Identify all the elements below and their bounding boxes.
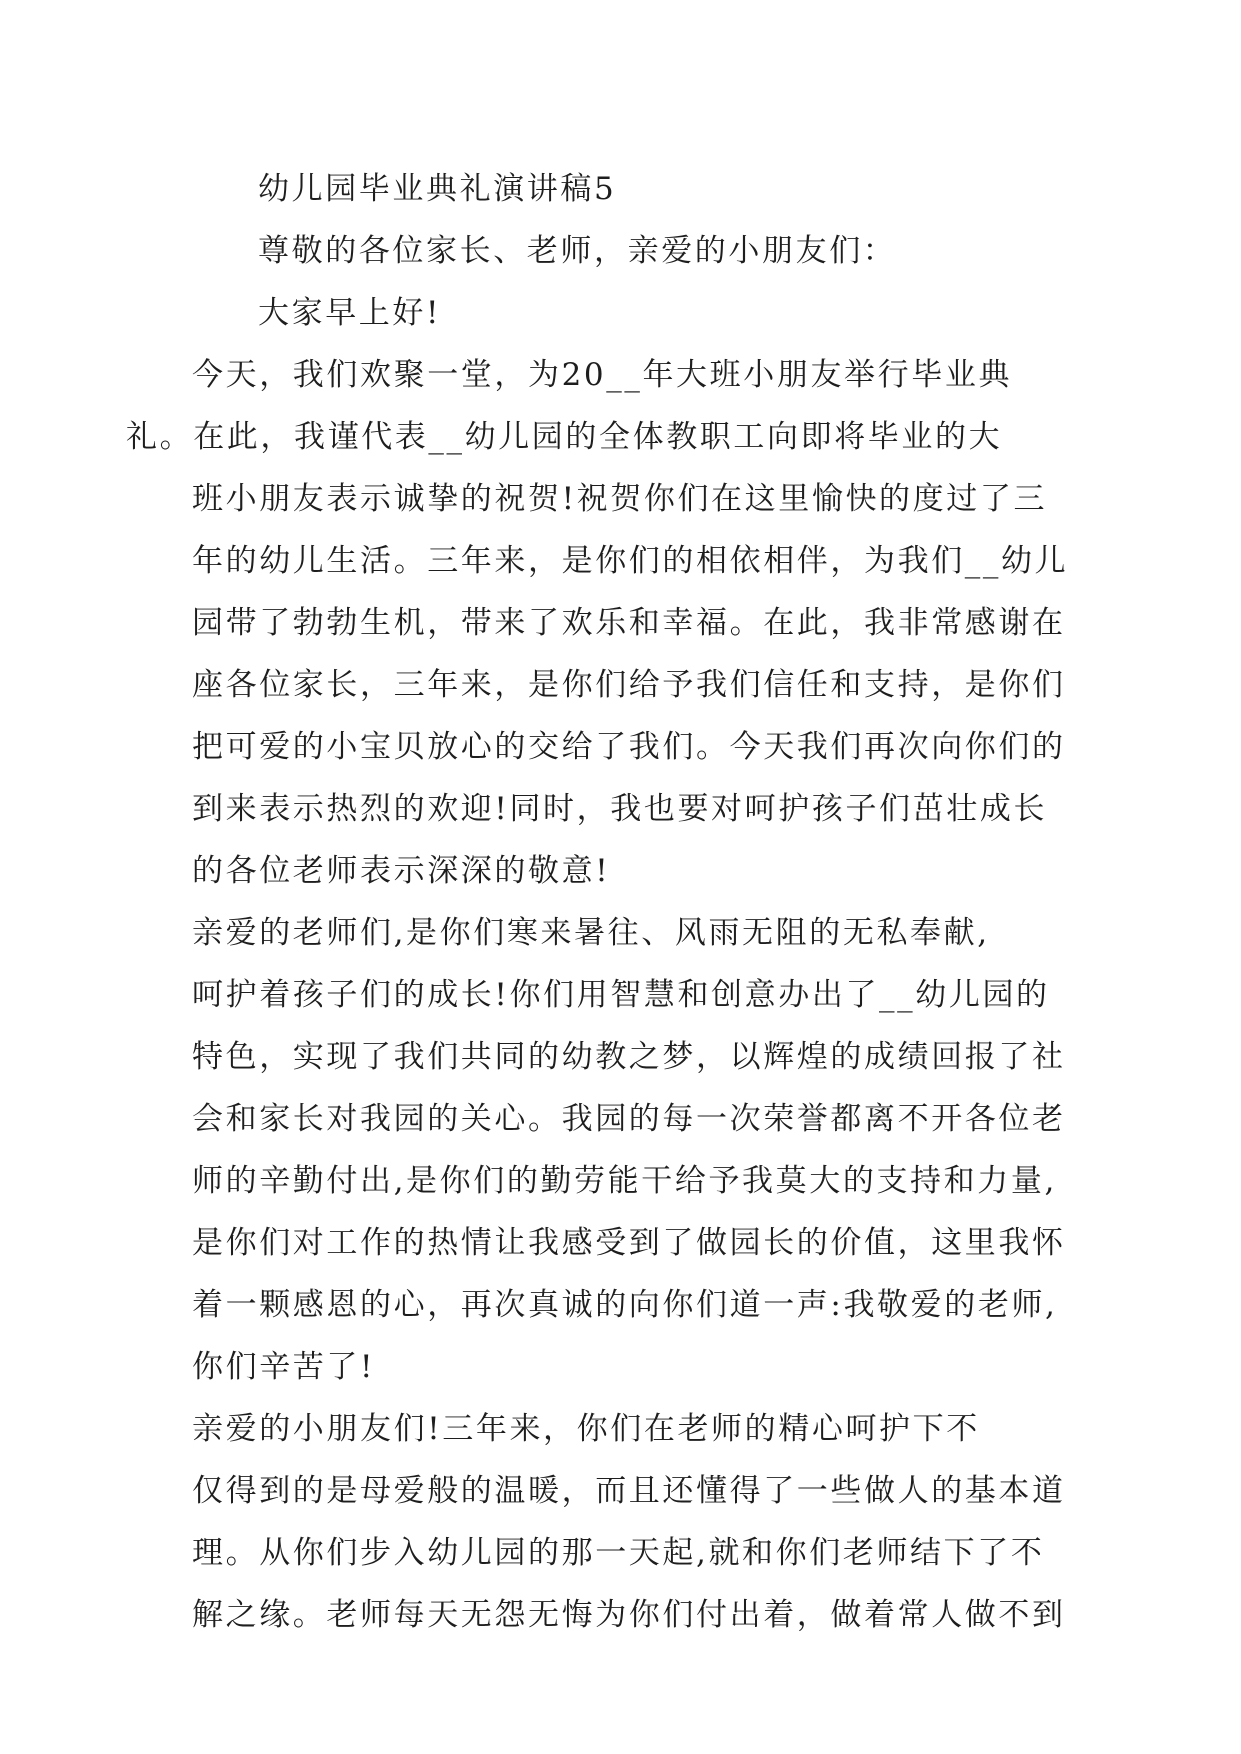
salutation: 尊敬的各位家长、老师，亲爱的小朋友们： bbox=[258, 233, 897, 269]
paragraph-line: 着一颗感恩的心，再次真诚的向你们道一声:我敬爱的老师, bbox=[192, 1287, 1058, 1323]
paragraph-line: 亲爱的老师们,是你们寒来暑往、风雨无阻的无私奉献, bbox=[192, 915, 990, 951]
paragraph-line: 的各位老师表示深深的敬意! bbox=[192, 853, 611, 889]
paragraph-3 bbox=[192, 1398, 1066, 1646]
paragraph-line: 班小朋友表示诚挚的祝贺!祝贺你们在这里愉快的度过了三 bbox=[192, 481, 1048, 517]
paragraph-line: 年的幼儿生活。三年来，是你们的相依相伴，为我们__幼儿 bbox=[192, 543, 1069, 579]
paragraph-line: 是你们对工作的热情让我感受到了做园长的价值，这里我怀 bbox=[192, 1225, 1066, 1261]
paragraph-line: 亲爱的小朋友们!三年来，你们在老师的精心呵护下不 bbox=[192, 1411, 980, 1447]
document-title: 幼儿园毕业典礼演讲稿5 bbox=[258, 171, 617, 207]
paragraph-line: 会和家长对我园的关心。我园的每一次荣誉都离不开各位老 bbox=[192, 1101, 1066, 1137]
paragraph-line: 座各位家长，三年来，是你们给予我们信任和支持，是你们 bbox=[192, 667, 1066, 703]
paragraph-line: 师的辛勤付出,是你们的勤劳能干给予我莫大的支持和力量, bbox=[192, 1163, 1057, 1199]
paragraph-line: 仅得到的是母爱般的温暖，而且还懂得了一些做人的基本道 bbox=[192, 1473, 1066, 1509]
paragraph-line: 今天，我们欢聚一堂，为20__年大班小朋友举行毕业典 bbox=[192, 357, 1013, 393]
paragraph-line: 特色，实现了我们共同的幼教之梦，以辉煌的成绩回报了社 bbox=[192, 1039, 1066, 1075]
document-body bbox=[126, 158, 1069, 1646]
paragraph-line: 解之缘。老师每天无怨无悔为你们付出着，做着常人做不到 bbox=[192, 1597, 1066, 1633]
paragraph-line: 园带了勃勃生机，带来了欢乐和幸福。在此，我非常感谢在 bbox=[192, 605, 1066, 641]
paragraph-line: 把可爱的小宝贝放心的交给了我们。今天我们再次向你们的 bbox=[192, 729, 1066, 765]
paragraph-2 bbox=[192, 902, 1066, 1398]
paragraph-line: 礼。在此，我谨代表__幼儿园的全体教职工向即将毕业的大 bbox=[126, 419, 1003, 455]
paragraph-line: 呵护着孩子们的成长!你们用智慧和创意办出了__幼儿园的 bbox=[192, 977, 1050, 1013]
paragraph-line: 你们辛苦了! bbox=[192, 1349, 376, 1385]
paragraph-1 bbox=[126, 344, 1069, 902]
paragraph-line: 理。从你们步入幼儿园的那一天起,就和你们老师结下了不 bbox=[192, 1535, 1045, 1571]
paragraph-line: 到来表示热烈的欢迎!同时，我也要对呵护孩子们茁壮成长 bbox=[192, 791, 1048, 827]
greeting: 大家早上好! bbox=[258, 295, 442, 331]
